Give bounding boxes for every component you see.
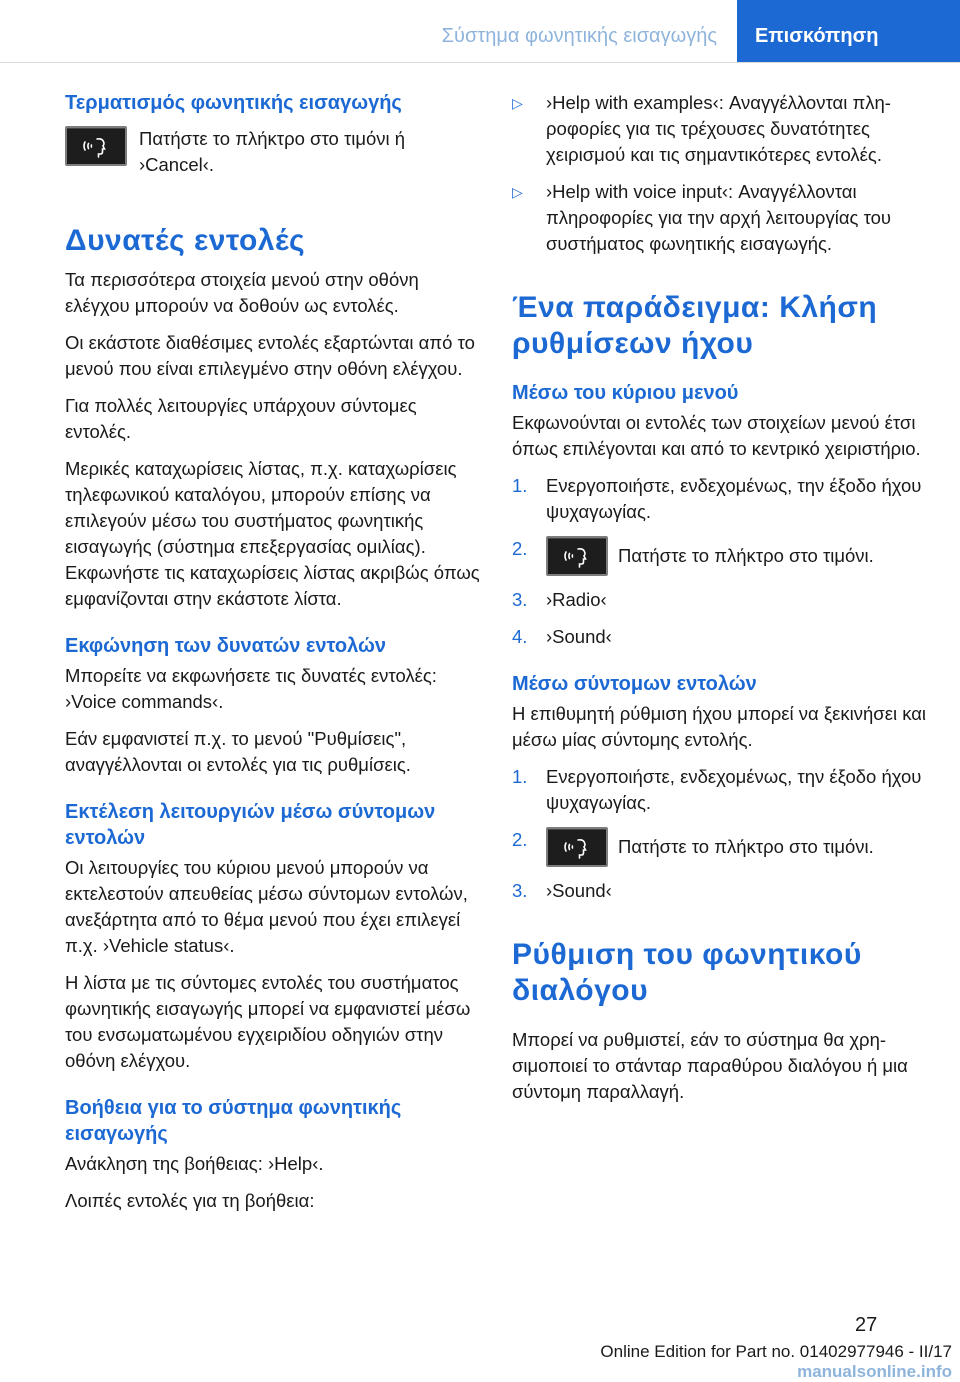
paragraph: Μπορείτε να εκφωνήσετε τις δυνατές εντολές: ›Voice commands‹. [65, 665, 437, 712]
paragraph: Η λίστα με τις σύντομες εντολές του συστήματος φωνητικής εισαγωγής μπορεί να εμφανιστεί μέσω του ενσωματωμένου εγχειριδίου οδηγιών στην οθόνη ελέγχου. [65, 972, 471, 1071]
paragraph: Οι λειτουργίες του κύριου μενού μπορούν να εκτελεστούν απευθείας μέσω σύντομων εντολών, ανεξάρτητα από το θέμα μενού που έχει επιλεγεί π.χ. ›Vehicle status‹. [65, 857, 468, 956]
paragraph: Μερικές καταχωρίσεις λίστας, π.χ. καταχωρίσεις τηλεφωνικού καταλόγου, μπορούν επίσης να επιλεγούν μέσω του συστήματος φωνητικής εισαγωγής (σύστημα επεξεργασίας ομιλίας). Εκφωνήστε τις καταχωρίσεις λίστας ακριβώς όπως εμφανίζονται στην εκάστοτε λίστα. [65, 458, 480, 609]
watermark: manualsonline.info [797, 1362, 952, 1381]
heading-voice-dialog: Ρύθμιση του φωνητικού διαλόγου [512, 938, 862, 1007]
voice-command-button-icon [546, 536, 608, 576]
voice-command-button-icon [65, 126, 127, 166]
heading-pronounce-commands: Εκφώνηση των δυνατών εντολών [65, 635, 386, 657]
heading-main-menu: Μέσω του κύριου μενού [512, 382, 739, 404]
paragraph: Τα περισσότερα στοιχεία μενού στην οθόνη ελέγχου μπορούν να δοθούν ως εντολές. [65, 269, 419, 316]
heading-example: Ένα παράδειγμα: Κλήση ρυθμίσεων ήχου [512, 291, 878, 360]
paragraph: Η επιθυμητή ρύθμιση ήχου μπορεί να ξεκινήσει και μέσω μίας σύντομης εντολής. [512, 703, 927, 750]
paragraph: Για πολλές λειτουργίες υπάρχουν σύντομες εντολές. [65, 395, 417, 442]
paragraph: Λοιπές εντολές για τη βοήθεια: [65, 1190, 315, 1211]
paragraph: Εάν εμφανιστεί π.χ. το μενού "Ρυθμίσεις", αναγγέλλονται οι εντολές για τις ρυθμίσεις. [65, 728, 411, 775]
voice-command-button-icon [546, 827, 608, 867]
paragraph: Μπορεί να ρυθμιστεί, εάν το σύστημα θα χρησιμοποιεί το στάνταρ παραθύρου διαλόγου ή μια σύντομη παραλλαγή. [512, 1029, 908, 1102]
list-item: 2. Πατήστε το πλήκτρο στο τιμόνι. [512, 536, 932, 576]
left-column [65, 90, 485, 1225]
header-divider [0, 62, 960, 63]
list-item: 3. ›Sound‹ [512, 880, 612, 901]
list-item: 1. Ενεργοποιήστε, ενδεχομένως, την έξοδο ήχου ψυχαγωγίας. [512, 475, 922, 522]
list-item: ▷ ›Help with voice input‹: Αναγγέλλονται πληροφορίες για την αρχή λειτουργίας του συστήματος φωνητικής εισαγωγής. [512, 179, 932, 257]
breadcrumb: Σύστημα φωνητικής εισαγωγής [441, 25, 717, 47]
paragraph: Ανάκληση της βοήθειας: ›Help‹. [65, 1153, 324, 1174]
page-header [0, 0, 960, 62]
list-item: 4. ›Sound‹ [512, 626, 612, 647]
list-item: 3. ›Radio‹ [512, 589, 607, 610]
footer-edition: Online Edition for Part no. 01402977946 - II/17 manualsonline.info [600, 1342, 952, 1381]
right-column [512, 90, 932, 1116]
section-tab: Επισκόπηση [737, 0, 960, 62]
list-item: ▷ ›Help with examples‹: Αναγγέλλονται πληροφορίες για τις τρέχουσες δυνατότητες χειρισμού και τις σημαντικότερες εντολές. [512, 90, 932, 168]
paragraph: Οι εκάστοτε διαθέσιμες εντολές εξαρτώνται από το μενού που είναι επιλεγμένο στην οθόνη ελέγχου. [65, 332, 475, 379]
heading-execute-short-commands: Εκτέλεση λειτουργιών μέσω σύντομων εντολών [65, 801, 436, 849]
terminate-row [65, 126, 485, 178]
paragraph: Εκφωνούνται οι εντολές των στοιχείων μενού έτσι όπως επιλέγονται και από το κεντρικό χειριστήριο. [512, 412, 921, 459]
list-item: 1. Ενεργοποιήστε, ενδεχομένως, την έξοδο ήχου ψυχαγωγίας. [512, 766, 922, 813]
page-number: 27 [855, 1314, 878, 1336]
list-item: 2. Πατήστε το πλήκτρο στο τιμόνι. [512, 827, 932, 867]
heading-terminate: Τερματισμός φωνητικής εισαγωγής [65, 92, 402, 114]
heading-help: Βοήθεια για το σύστημα φωνητικής εισαγωγής [65, 1097, 402, 1145]
heading-possible-commands: Δυνατές εντολές [65, 224, 306, 257]
heading-short-commands: Μέσω σύντομων εντολών [512, 673, 757, 695]
bullet-arrow-icon: ▷ [512, 95, 523, 111]
bullet-arrow-icon: ▷ [512, 184, 523, 200]
terminate-text: Πατήστε το πλήκτρο στο τιμόνι ή ›Cancel‹. [139, 128, 406, 175]
